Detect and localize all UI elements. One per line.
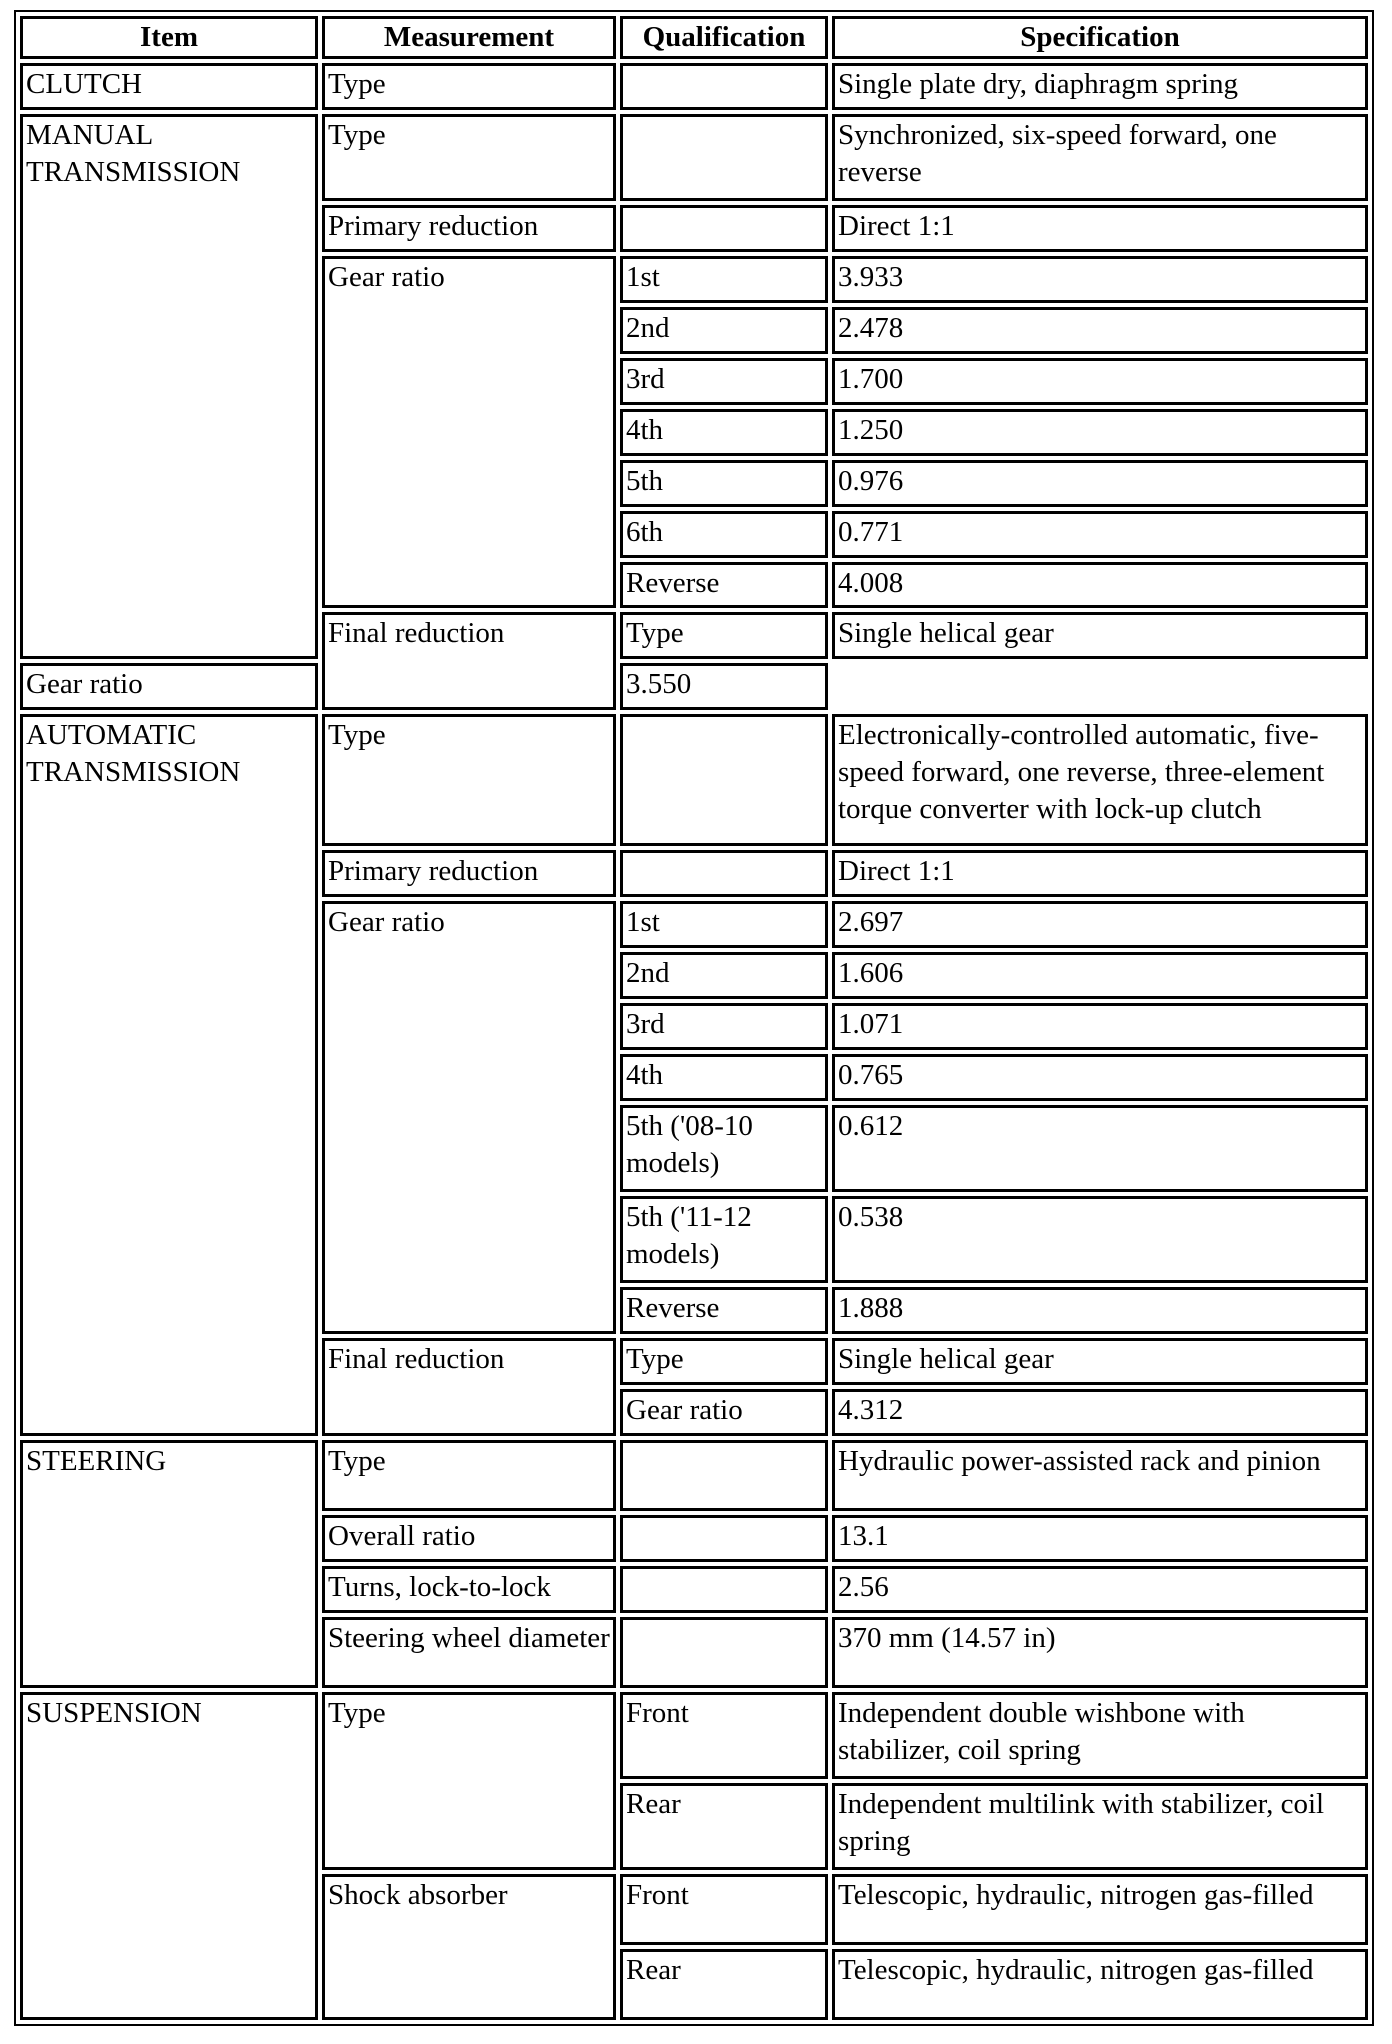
table-cell: 2.56 (832, 1566, 1368, 1613)
table-cell: 5th ('08-10 models) (620, 1105, 828, 1192)
table-cell: Final reduction (322, 612, 616, 710)
table-cell: 1.071 (832, 1003, 1368, 1050)
table-row (20, 1692, 1368, 1779)
table-cell: Steering wheel diameter (322, 1617, 616, 1688)
table-row (20, 114, 1368, 201)
table-cell: 1.250 (832, 409, 1368, 456)
table-cell: Reverse (620, 1287, 828, 1334)
table-cell: CLUTCH (20, 63, 318, 110)
table-cell: 1st (620, 901, 828, 948)
table-cell: 4th (620, 1054, 828, 1101)
table-cell (620, 205, 828, 252)
table-cell: Front (620, 1692, 828, 1779)
table-cell: 3.933 (832, 256, 1368, 303)
table-cell: Turns, lock-to-lock (322, 1566, 616, 1613)
table-cell (620, 63, 828, 110)
table-cell: AUTOMATIC TRANSMISSION (20, 714, 318, 1436)
table-cell: Reverse (620, 562, 828, 609)
table-cell: 5th ('11-12 models) (620, 1196, 828, 1283)
table-cell: Primary reduction (322, 850, 616, 897)
table-cell: 0.612 (832, 1105, 1368, 1192)
table-cell: 1.606 (832, 952, 1368, 999)
table-cell: Type (322, 714, 616, 846)
table-cell: 2.478 (832, 307, 1368, 354)
header-qualification: Qualification (620, 16, 828, 59)
table-cell: Primary reduction (322, 205, 616, 252)
header-specification: Specification (832, 16, 1368, 59)
table-cell: Type (322, 1692, 616, 1871)
header-row (20, 16, 1368, 59)
table-cell: 0.765 (832, 1054, 1368, 1101)
table-cell: 1.700 (832, 358, 1368, 405)
table-cell: 2.697 (832, 901, 1368, 948)
table-cell: Telescopic, hydraulic, nitrogen gas-filled (832, 1949, 1368, 2020)
table-cell: 3rd (620, 1003, 828, 1050)
table-cell: Independent multilink with stabilizer, coil spring (832, 1783, 1368, 1870)
table-cell (620, 114, 828, 201)
table-cell: Rear (620, 1783, 828, 1870)
table-cell: 0.538 (832, 1196, 1368, 1283)
table-cell: MANUAL TRANSMISSION (20, 114, 318, 659)
table-cell: Telescopic, hydraulic, nitrogen gas-filled (832, 1874, 1368, 1945)
spec-table (14, 10, 1374, 2026)
table-cell: Type (322, 63, 616, 110)
table-cell (620, 1515, 828, 1562)
table-cell: Type (620, 1338, 828, 1385)
table-cell: Independent double wishbone with stabilizer, coil spring (832, 1692, 1368, 1779)
table-cell: 0.771 (832, 511, 1368, 558)
table-cell (620, 1440, 828, 1511)
table-cell: 0.976 (832, 460, 1368, 507)
table-cell: 13.1 (832, 1515, 1368, 1562)
table-cell: 2nd (620, 952, 828, 999)
table-cell: Overall ratio (322, 1515, 616, 1562)
table-cell: Gear ratio (620, 1389, 828, 1436)
header-measurement: Measurement (322, 16, 616, 59)
table-cell: Gear ratio (322, 901, 616, 1334)
spec-body (20, 63, 1368, 2020)
table-cell: Direct 1:1 (832, 850, 1368, 897)
table-cell: Front (620, 1874, 828, 1945)
table-row (20, 1440, 1368, 1511)
table-cell: SUSPENSION (20, 1692, 318, 2020)
table-cell: Shock absorber (322, 1874, 616, 2020)
table-cell: 5th (620, 460, 828, 507)
table-row (20, 663, 1368, 710)
table-cell: 3.550 (620, 663, 828, 710)
table-cell: STEERING (20, 1440, 318, 1688)
table-cell: Single helical gear (832, 612, 1368, 659)
table-cell: 3rd (620, 358, 828, 405)
table-cell: Gear ratio (322, 256, 616, 608)
table-cell: Type (322, 1440, 616, 1511)
table-cell (620, 714, 828, 846)
table-cell: 370 mm (14.57 in) (832, 1617, 1368, 1688)
table-cell: 1st (620, 256, 828, 303)
table-cell: Rear (620, 1949, 828, 2020)
table-cell: Single helical gear (832, 1338, 1368, 1385)
table-cell: Hydraulic power-assisted rack and pinion (832, 1440, 1368, 1511)
table-cell: Type (620, 612, 828, 659)
table-cell (620, 1617, 828, 1688)
table-cell (620, 850, 828, 897)
table-cell: 4.008 (832, 562, 1368, 609)
table-cell: 4.312 (832, 1389, 1368, 1436)
table-cell (620, 1566, 828, 1613)
table-row (20, 714, 1368, 846)
header-item: Item (20, 16, 318, 59)
table-cell: Synchronized, six-speed forward, one reverse (832, 114, 1368, 201)
table-cell: 6th (620, 511, 828, 558)
table-cell: Gear ratio (20, 663, 318, 710)
table-cell: 4th (620, 409, 828, 456)
table-cell: Single plate dry, diaphragm spring (832, 63, 1368, 110)
table-row (20, 63, 1368, 110)
table-cell: Direct 1:1 (832, 205, 1368, 252)
table-cell: Final reduction (322, 1338, 616, 1436)
table-cell: Type (322, 114, 616, 201)
table-cell: Electronically-controlled automatic, five-speed forward, one reverse, three-element torque converter with lock-up clutch (832, 714, 1368, 846)
table-cell: 2nd (620, 307, 828, 354)
table-cell: 1.888 (832, 1287, 1368, 1334)
